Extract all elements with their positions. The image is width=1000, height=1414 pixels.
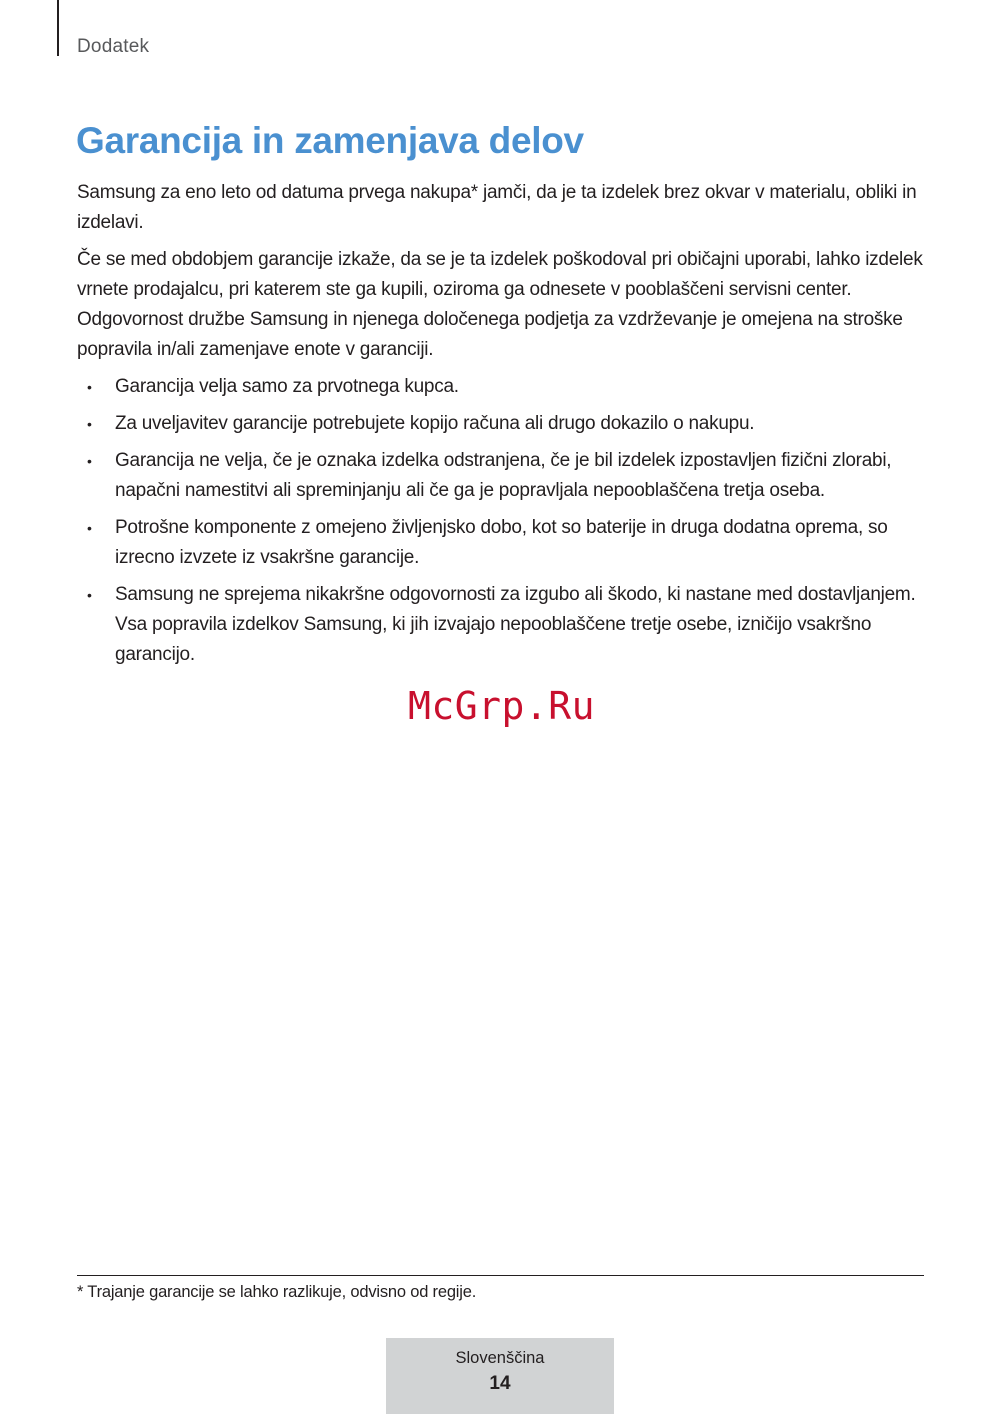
list-item-text: Potrošne komponente z omejeno življenjsko dobo, kot so baterije in druga dodatna oprema, so izrecno izvzete iz vsakršne garancije. bbox=[115, 517, 888, 568]
list-item bbox=[77, 372, 933, 402]
list-item bbox=[77, 409, 933, 439]
watermark: McGrp.Ru bbox=[408, 684, 596, 728]
footer-language: Slovenščina bbox=[455, 1349, 545, 1367]
bullet-icon: • bbox=[87, 453, 92, 469]
list-item-text: Garancija velja samo za prvotnega kupca. bbox=[115, 376, 459, 397]
list-item-text: Za uveljavitev garancije potrebujete kopijo računa ali drugo dokazilo o nakupu. bbox=[115, 413, 755, 434]
section-divider bbox=[57, 0, 59, 56]
bullet-icon: • bbox=[87, 379, 92, 395]
page-footer bbox=[386, 1338, 614, 1414]
list-item bbox=[77, 513, 933, 573]
page-number: 14 bbox=[489, 1373, 511, 1394]
bullet-icon: • bbox=[87, 416, 92, 432]
footnote-divider bbox=[77, 1275, 924, 1276]
section-label: Dodatek bbox=[77, 36, 150, 57]
bullet-icon: • bbox=[87, 587, 92, 603]
footnote: * Trajanje garancije se lahko razlikuje, odvisno od regije. bbox=[77, 1283, 477, 1301]
paragraph: Samsung za eno leto od datuma prvega nakupa* jamči, da je ta izdelek brez okvar v materialu, obliki in izdelavi. bbox=[77, 182, 917, 233]
bullet-icon: • bbox=[87, 520, 92, 536]
list-item bbox=[77, 446, 933, 506]
list-item-text: Garancija ne velja, če je oznaka izdelka odstranjena, če je bil izdelek izpostavljen fizični zlorabi, napačni namestitvi ali spreminjanju ali če ga je popravljala nepooblaščena tretja oseba. bbox=[115, 450, 892, 501]
list-item-text: Samsung ne sprejema nikakršne odgovornosti za izgubo ali škodo, ki nastane med dostavljanjem. Vsa popravila izdelkov Samsung, ki jih izvajajo nepooblaščene tretje osebe, izničijo vsakršno garancijo. bbox=[115, 584, 916, 665]
bullet-list bbox=[77, 372, 933, 670]
paragraph: Če se med obdobjem garancije izkaže, da se je ta izdelek poškodoval pri običajni uporabi, lahko izdelek vrnete prodajalcu, pri katerem ste ga kupili, oziroma ga odnesete v pooblaščeni servisni center. Odgovornost družbe Samsung in njenega določenega podjetja za vzdrževanje je omejena na stroške popravila in/ali zamenjave enote v garanciji. bbox=[77, 249, 923, 360]
page-title: Garancija in zamenjava delov bbox=[76, 120, 584, 161]
main-content bbox=[77, 178, 933, 677]
list-item bbox=[77, 580, 933, 670]
